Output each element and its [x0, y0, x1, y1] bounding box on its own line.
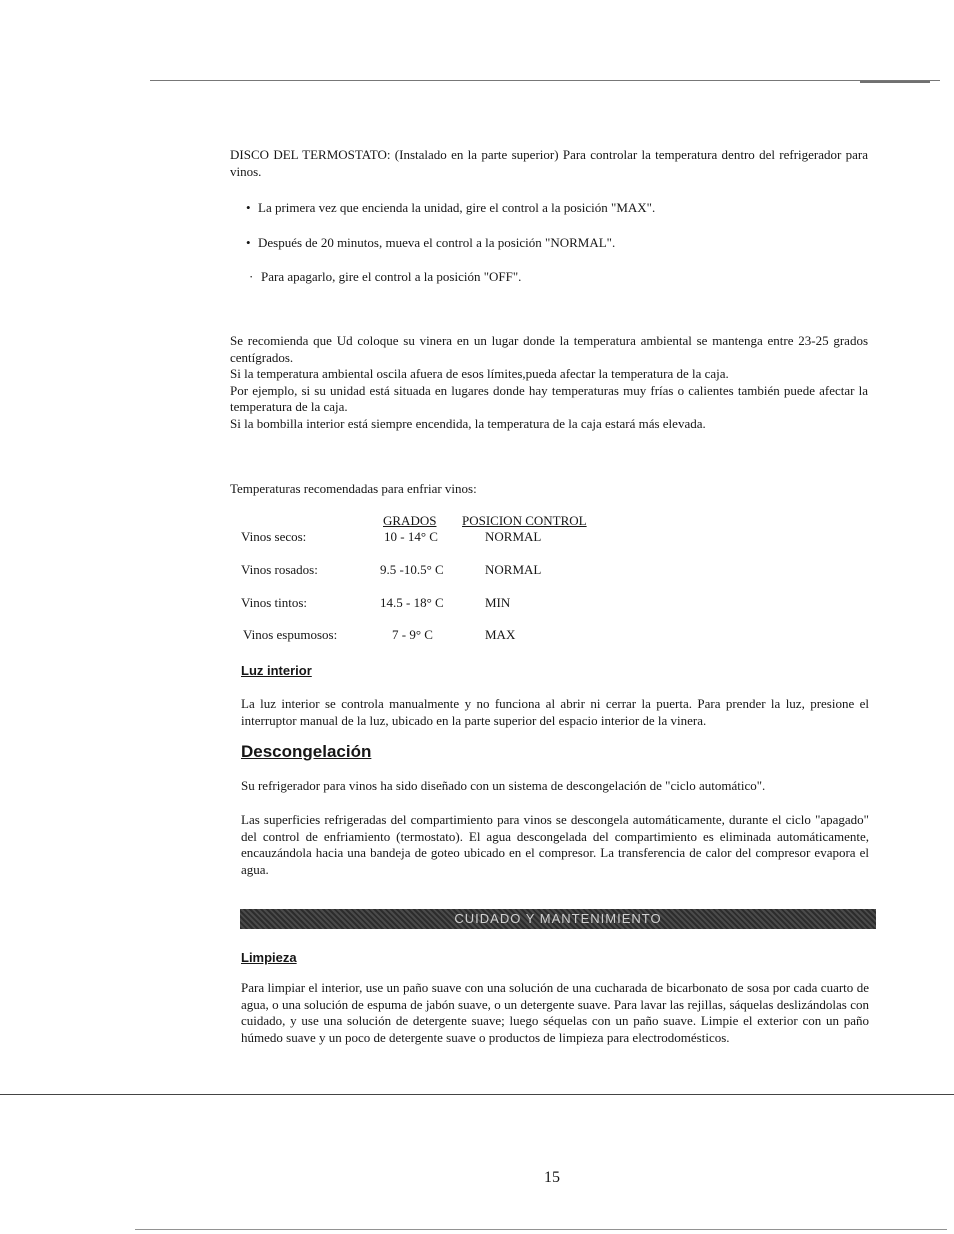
light-paragraph: La luz interior se controla manualmente y no funciona al abrir ni cerrar la puerta. Para prender la luz, presione el interruptor manual de la luz, ubicado en la parte superior del espacio interior de la vinera.	[241, 696, 869, 728]
thermostat-heading: DISCO DEL TERMOSTATO:	[230, 147, 391, 162]
table-header-control: POSICION CONTROL	[462, 513, 587, 528]
ambient-line: Se recomienda que Ud coloque su vinera en un lugar donde la temperatura ambiental se mantenga entre 23-25 grados centígrados.	[230, 333, 868, 365]
table-cell-wine: Vinos secos:	[241, 529, 307, 544]
bottom-rule	[0, 1094, 954, 1095]
table-cell-control: NORMAL	[485, 562, 542, 577]
bullet-dot-icon: •	[246, 200, 251, 215]
thermostat-text: (Instalado en la parte superior) Para controlar la temperatura dentro del refrigerador para vinos.	[230, 147, 869, 179]
thermostat-bullet-1: • La primera vez que encienda la unidad, gire el control a la posición "MAX".	[246, 200, 656, 215]
top-rule	[150, 80, 940, 81]
table-header-degrees: GRADOS	[383, 513, 437, 528]
bullet-dot-icon: ·	[249, 269, 254, 284]
table-cell-degrees: 9.5 -10.5° C	[380, 562, 444, 577]
bullet-dot-icon: •	[246, 235, 251, 250]
thermostat-paragraph	[230, 147, 868, 180]
defrost-paragraph-2: Las superficies refrigeradas del compartimiento para vinos se descongela automáticamente, durante el ciclo "apagado" del control de enfriamiento (termostato). El agua descongelada del compartimiento es eliminada automáticamente, encauzándola hacia una bandeja de goteo ubicado en el compresor. La transferencia de calor del compresor evapora el agua.	[241, 812, 869, 877]
table-cell-control: NORMAL	[485, 529, 542, 544]
table-cell-wine: Vinos tintos:	[241, 595, 308, 610]
light-heading: Luz interior	[241, 663, 312, 678]
table-cell-wine: Vinos espumosos:	[243, 627, 338, 642]
table-cell-wine: Vinos rosados:	[241, 562, 318, 577]
cleaning-heading: Limpieza	[241, 950, 297, 965]
ambient-paragraph	[230, 333, 868, 433]
table-cell-control: MIN	[485, 595, 511, 610]
wine-table-intro: Temperaturas recomendadas para enfriar vinos:	[230, 481, 477, 496]
page-number: 15	[544, 1169, 560, 1186]
defrost-heading: Descongelación	[241, 742, 372, 761]
footer-rule	[135, 1229, 947, 1230]
table-cell-degrees: 10 - 14° C	[384, 529, 438, 544]
care-maintenance-banner: CUIDADO Y MANTENIMIENTO	[240, 909, 876, 929]
thermostat-bullet-3: · Para apagarlo, gire el control a la posición "OFF".	[249, 269, 522, 284]
top-rule-accent	[860, 81, 930, 83]
thermostat-bullet-2: • Después de 20 minutos, mueva el control a la posición "NORMAL".	[246, 235, 616, 250]
table-cell-degrees: 7 - 9° C	[392, 627, 433, 642]
ambient-line: Por ejemplo, si su unidad está situada en lugares donde hay temperaturas muy frías o calientes también puede afectar la temperatura de la caja.	[230, 382, 868, 415]
table-cell-control: MAX	[485, 627, 516, 642]
ambient-line: Si la temperatura ambiental oscila afuera de esos límites,pueda afectar la temperatura de la caja.	[230, 366, 729, 382]
defrost-paragraph-1: Su refrigerador para vinos ha sido diseñado con un sistema de descongelación de "ciclo automático".	[241, 778, 766, 793]
cleaning-paragraph: Para limpiar el interior, use un paño suave con una solución de una cucharada de bicarbonato de sosa por cada cuarto de agua, o una solución de espuma de jabón suave, o un detergente suave. Para lavar las rejillas, sáquelas deslizándolas con cuidado, y use una solución de detergente suave; luego séquelas con un paño suave. Limpie el exterior con un paño húmedo suave y un poco de detergente suave o productos de limpieza para electrodomésticos.	[241, 980, 869, 1045]
table-cell-degrees: 14.5 - 18° C	[380, 595, 444, 610]
ambient-line: Si la bombilla interior está siempre encendida, la temperatura de la caja estará más elevada.	[230, 415, 706, 431]
